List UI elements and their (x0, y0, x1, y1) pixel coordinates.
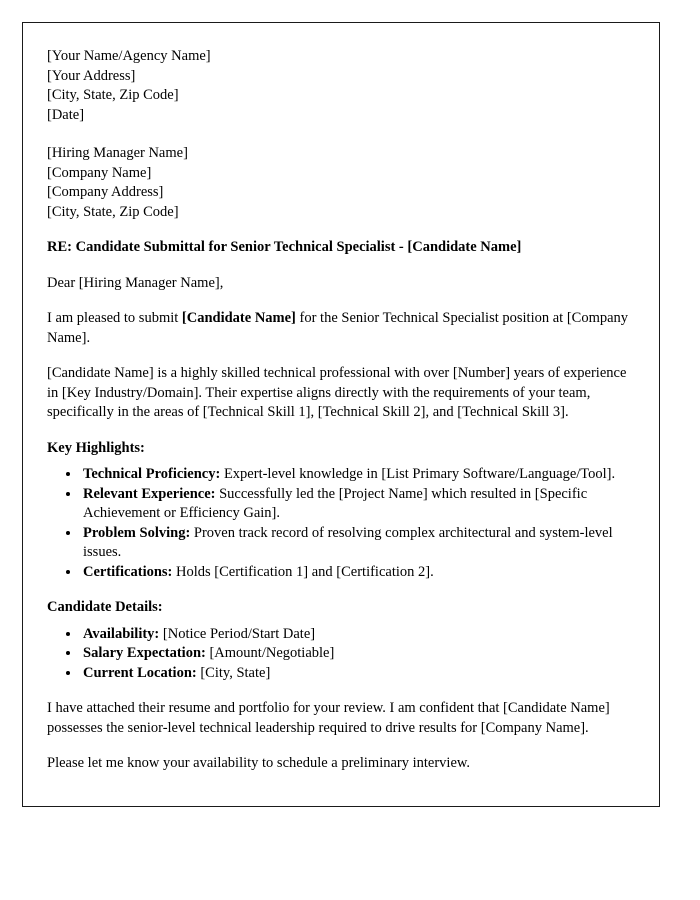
subject-line: RE: Candidate Submittal for Senior Technical Specialist - [Candidate Name] (47, 239, 522, 255)
detail-label: Salary Expectation: (83, 645, 206, 661)
letter-sheet (22, 22, 660, 807)
detail-label: Availability: (83, 625, 160, 642)
highlight-text: Expert-level knowledge in [List Primary Software/Language/Tool]. (220, 466, 616, 482)
highlight-text: Proven track record of resolving complex architectural and system-level issues. (83, 524, 613, 560)
candidate-details-heading: Candidate Details: (47, 599, 163, 615)
candidate-details-list (47, 625, 635, 684)
highlight-label: Technical Proficiency: (83, 466, 221, 482)
list-item (81, 563, 635, 583)
spacer (47, 582, 635, 598)
spacer (47, 348, 635, 364)
spacer (47, 125, 635, 144)
final-paragraph: Please let me know your availability to schedule a preliminary interview. (47, 755, 471, 771)
detail-text: [Notice Period/Start Date] (159, 625, 316, 642)
spacer (47, 258, 635, 274)
intro-paragraph (47, 309, 635, 348)
list-item (81, 485, 635, 524)
recipient-line: [City, State, Zip Code] (47, 203, 179, 220)
sender-line: [Date] (47, 106, 85, 123)
list-item (81, 644, 635, 664)
highlight-label: Relevant Experience: (83, 485, 216, 502)
list-item (81, 465, 635, 485)
spacer (47, 293, 635, 309)
key-highlights-heading: Key Highlights: (47, 439, 145, 456)
detail-text: [Amount/Negotiable] (205, 645, 335, 661)
summary-paragraph: [Candidate Name] is a highly skilled technical professional with over [Number] years of experience in [Key Industry/Domain]. Their expertise aligns directly with the requirements of your team, specifically in the areas of [Technical Skill 1], [Technical Skill 2], and [Technical Skill 3]. (47, 365, 627, 420)
recipient-line: [Company Address] (47, 184, 164, 200)
letter-content (47, 47, 635, 774)
sender-line: [Your Name/Agency Name] (47, 48, 211, 64)
recipient-address-block (47, 144, 635, 222)
key-highlights-list (47, 465, 635, 582)
sender-address-block (47, 47, 635, 125)
detail-label: Current Location: (83, 664, 197, 681)
list-item (81, 664, 635, 684)
highlight-label: Certifications: (83, 563, 173, 580)
intro-pre: I am pleased to submit (47, 310, 182, 326)
recipient-line: [Hiring Manager Name] (47, 145, 188, 161)
sender-line: [City, State, Zip Code] (47, 87, 179, 103)
highlight-label: Problem Solving: (83, 524, 191, 541)
spacer (47, 738, 635, 754)
detail-text: [City, State] (196, 664, 271, 681)
intro-post: for the Senior Technical Specialist position at [Company Name]. (47, 310, 629, 346)
spacer (47, 222, 635, 238)
spacer (47, 423, 635, 439)
recipient-line: [Company Name] (47, 164, 152, 181)
list-item (81, 524, 635, 563)
spacer (47, 683, 635, 699)
intro-candidate-name: [Candidate Name] (181, 310, 296, 326)
list-item (81, 625, 635, 645)
salutation: Dear [Hiring Manager Name], (47, 274, 224, 291)
highlight-text: Holds [Certification 1] and [Certification 2]. (172, 563, 434, 580)
closing-paragraph: I have attached their resume and portfolio for your review. I am confident that [Candidate Name] possesses the senior-level technical leadership required to drive results for [Company Name]. (47, 700, 610, 736)
sender-line: [Your Address] (47, 67, 136, 84)
highlight-text: Successfully led the [Project Name] which resulted in [Specific Achievement or Efficiency Gain]. (83, 485, 588, 521)
